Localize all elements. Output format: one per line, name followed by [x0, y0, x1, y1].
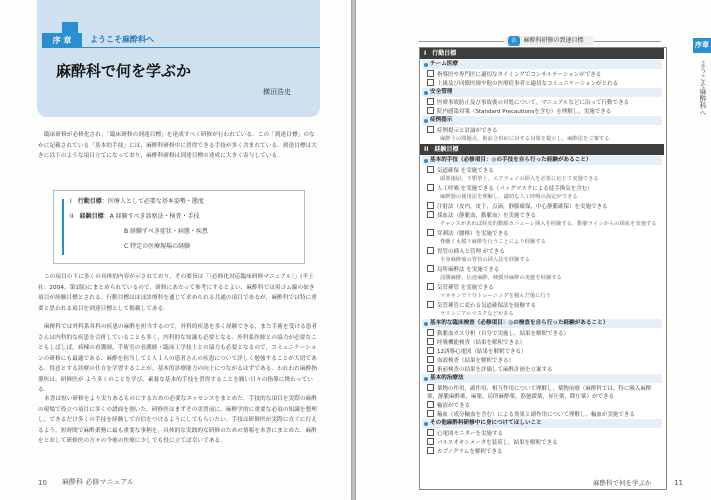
chapter-subtitle: ようこそ麻酔科へ — [90, 35, 154, 44]
section-header: I 行動目標 — [420, 48, 664, 59]
goal-row: C 特定の医療現場の経験 — [124, 243, 191, 250]
checklist-item — [427, 447, 661, 456]
checklist-item-text: 症例提示と討論ができる — [437, 128, 498, 134]
subsection-header: 症例提示 — [422, 116, 662, 125]
checkbox-icon[interactable] — [427, 70, 434, 77]
paragraph-3: 麻酔科では外科系各科の疾患の麻酔を担当するので，外科的疾患を多く経験できる，また手術を受ける患者さんは内科的な疾患を合併していることも多く，内科的な知識も必要となる．外科系医師との協力が必要なこともしばしば，病棟の看護師，手術室の看護師・臨床工学技士との協力も必要となるので，コミュニケーションの研修にも最適である．麻酔を担当して１人１人の患者さんの疾患について詳しく勉強することが大切である．得意とする診療の仕方を学習することが，基本的診療能力の向上につながるはずである．われわれ麻酔指導医は，研修医が よう多くのことを学び，素養な基本的手技を習得することを願い日々の指導に携わっている． — [38, 324, 318, 392]
subsection-header: 基本的手技（必修項目：◎の手技を自ら行った経験があること） — [422, 156, 662, 165]
checklist-item-text: 動脈血ガス分析（自分で実施し，結果を解釈できる） — [437, 331, 570, 337]
goal-row: II 経験目標：A 経験すべき診察法・検査・手技 — [70, 213, 200, 220]
checkbox-icon[interactable] — [427, 356, 434, 363]
chapter-side-tab-label: 序章 — [695, 41, 709, 49]
item-detail: 麻酔器の使用法を理解し，適切な人工呼吸の設定ができる — [440, 194, 578, 200]
checkbox-icon[interactable] — [427, 401, 434, 408]
checkbox-icon[interactable] — [427, 329, 434, 336]
item-detail: 浸潤麻酔，伝達麻酔，硬膜外麻酔の実施を経験する — [440, 275, 562, 281]
table-title — [504, 36, 594, 46]
checklist-item-text: 上級及び同僚医師や他の医療従事者と適切なコミュニケーションがとれる — [437, 81, 619, 87]
checkbox-icon[interactable] — [427, 166, 434, 173]
checklist-item-text: 心電図モニターを実施する — [437, 431, 504, 437]
page-number-right: 11 — [674, 479, 683, 487]
page-number-left: 10 — [38, 479, 47, 487]
checklist-item — [427, 301, 661, 310]
paragraph-4: 本書は短い研修をより実りあるものにするための必要なエッセンスをまとめた．手技的な項目を実際の麻酔の現場で役立つ項目に多くの譜面を割いた．研修医はまずその実習前に，麻酔学的に重要な必須の知識を整理し，できるだけ多くの手技を経験して自信をつけるようにしてもらいたい．手技は研修医が実際に直ぐに行えるよう，短時間で麻酔業務に最も重要な事柄を，具体的な実践的な研修のための情報を本書にまとめた．麻酔をとおして研修医の方々の今後の医療に少しでも役に立てば幸いである． — [38, 396, 318, 444]
item-detail: ラリンジアルマスクなどがある — [440, 311, 514, 317]
checkbox-icon[interactable] — [427, 184, 434, 191]
checklist-item-text: 院内感染対策（Standard Precautionsを含む）を理解し，実施できる — [437, 109, 612, 115]
checklist-item-text: 採血法（静脈血，動脈血）を実施できる — [437, 213, 537, 219]
chapter-label: 序 章 — [42, 33, 82, 48]
subsection-header: 安全管理 — [422, 88, 662, 97]
checkbox-icon[interactable] — [427, 410, 434, 417]
checklist-item — [427, 247, 661, 256]
checkbox-icon[interactable] — [427, 265, 434, 272]
checkbox-icon[interactable] — [427, 283, 434, 290]
checklist-item — [427, 126, 661, 135]
checklist-item — [427, 265, 661, 274]
checklist-item-text: 気道確保 を実施できる — [437, 168, 494, 174]
checklist-item — [427, 98, 661, 107]
checklist-item — [427, 338, 661, 347]
checklist-item — [427, 329, 661, 338]
checklist-item — [427, 384, 661, 400]
checklist-item-text: 局所麻酔法 を実施できる — [437, 267, 500, 273]
checklist-item-text: 人工呼吸 を実施できる（バッグマスクによる徒手換気を含む） — [437, 186, 593, 192]
chapter-header-box — [37, 0, 320, 117]
table-chip: 表 — [508, 36, 520, 46]
checklist-item — [427, 410, 661, 419]
checklist-item — [427, 283, 661, 292]
checklist-item-text: 穿刺法（腰椎）を実施できる — [437, 231, 509, 237]
subsection-header: 基本的治療法 — [422, 374, 662, 383]
checklist-item-text: 指導医や専門医に適切なタイミングでコンサルテーションができる — [437, 72, 602, 78]
subsection-header: チーム医療 — [422, 60, 662, 69]
checklist-item — [427, 229, 661, 238]
right-page — [356, 0, 711, 500]
subsection-header: その他麻酔科研修中に身につけてほしいこと — [422, 419, 662, 428]
table-title-text: 麻酔科研修の到達目標 — [523, 37, 584, 44]
item-detail: 麻酔上の問題点，術前合併症に対する対策を提示し，麻酔法を立案する — [440, 136, 610, 142]
item-detail: 頭部後屈，下顎挙上，エアウェイの挿入を必要に応じて実施できる — [440, 176, 599, 182]
checkbox-icon[interactable] — [427, 347, 434, 354]
checkbox-icon[interactable] — [427, 229, 434, 236]
item-detail: マネキンで十分トレーニングを積んだ後に行う — [440, 293, 552, 299]
left-page — [0, 0, 351, 500]
checklist-item-text: 術前検査の結果を評価して麻酔計画を立案する — [437, 367, 553, 373]
checklist-item — [427, 429, 661, 438]
checklist-item — [427, 202, 661, 211]
checklist-item-text: 薬物の作用，副作用，相互作用について理解し，薬物治療（麻酔科では，特に吸入麻酔薬，静脈麻酔薬，麻薬，局所麻酔薬，筋弛緩薬，昇圧薬，降圧薬）ができる — [427, 386, 652, 400]
checklist-item-text: 血液検査（結果を解釈できる） — [437, 358, 515, 364]
intro-paragraph: 臨床研修が必修化され，「臨床研修の到達目標」を達成すべく研修が行われている．この「到達目標」のなかに記載されている「基本的手技」には，麻酔科研修中に習得できる手技が多く含まれている．到達目標は大きに以下のような項目立てになっており，麻酔科研修は到達目標の達成に大きく寄与している． — [38, 132, 317, 159]
goal-row: B 経験すべき症状・病態・疾患 — [124, 228, 208, 235]
checklist-item — [427, 356, 661, 365]
chapter-rule — [82, 47, 320, 48]
checklist-item — [427, 166, 661, 175]
checkbox-icon[interactable] — [427, 247, 434, 254]
checkbox-icon[interactable] — [427, 98, 434, 105]
checkbox-icon[interactable] — [427, 429, 434, 436]
checklist-item-text: カプノグラムを解釈できる — [437, 449, 503, 455]
item-detail: 全身麻酔後の胃管の挿入法を経験する — [440, 257, 531, 263]
checkbox-icon[interactable] — [427, 79, 434, 86]
author-name: 横田浩史 — [263, 88, 291, 96]
checklist-item — [427, 211, 661, 220]
checklist-item — [427, 365, 661, 374]
checkbox-icon[interactable] — [427, 301, 434, 308]
checklist-item-text: 注射法（皮内，皮下，点滴，静脈確保，中心静脈確保）を実施できる — [437, 204, 608, 210]
footer-book-title: 麻酔科 必修マニュアル — [62, 478, 134, 486]
checklist-item — [427, 184, 661, 193]
subsection-header: 基本的な臨床検査（必修項目：◎の検査を自ら行った経験があること） — [422, 319, 662, 328]
checkbox-icon[interactable] — [427, 384, 434, 391]
checkbox-icon[interactable] — [427, 365, 434, 372]
checkbox-icon[interactable] — [427, 202, 434, 209]
checkbox-icon[interactable] — [427, 126, 434, 133]
goals-accent-bar — [62, 199, 64, 255]
checkbox-icon[interactable] — [427, 211, 434, 218]
checklist-item-text: 輸血（成分輸血を含む）による効果と副作用について理解し，輸血が実施できる — [437, 412, 635, 418]
checklist-item-text: 気管挿管 を実施できる — [437, 285, 494, 291]
checklist-item-text: 胃管の挿入と管理 ができる — [437, 249, 505, 255]
page-title: 麻酔科で何を学ぶか — [56, 62, 192, 80]
paragraph-2: この項目の下に多くの具体的内容が示されており，その要旨は「〔必修化対応臨床研修マニュアル〕」(羊土社：2004，第1版)にまとめられているので，研修にあたって参考にするとよい．麻酔科では黒ゴム線の如き項目が経験目標とされる．行動目標はほぼ診療科を通じて求められる共通の項目であるが，麻酔科では特に重要と思われる項目を到達目標として掲載してある． — [38, 274, 317, 312]
footer-chapter-title: 麻酔科で何を学ぶか — [593, 479, 652, 487]
checkbox-icon[interactable] — [427, 438, 434, 445]
goals-box — [53, 190, 305, 264]
checklist-item — [427, 347, 661, 356]
checklist-item — [427, 70, 661, 79]
checklist-item-text: パルスオキシメータを装着し，結果を解釈できる — [437, 440, 558, 446]
chapter-tab-corner — [62, 22, 78, 33]
checklist-item — [427, 79, 661, 88]
checkbox-icon[interactable] — [427, 107, 434, 114]
checklist-item-text: 12誘導心電図（結果を解釈できる） — [437, 349, 527, 355]
section-header: II 経験目標 — [420, 144, 664, 155]
checklist-item-text: 呼吸機能検査（結果を解釈できる） — [437, 340, 526, 346]
checklist-item-text: 輸液ができる — [437, 403, 471, 409]
checklist-item — [427, 401, 661, 410]
checklist-item-text: 医療事故防止及び事故後の対処について，マニュアルなどに沿って行動できる — [437, 100, 630, 106]
checkbox-icon[interactable] — [427, 447, 434, 454]
goal-row: I 行動目標：医療人として必要な基本姿勢・態度 — [70, 198, 204, 205]
item-detail: チャンスがあれば経皮的動脈カニューレ挿入を経験する．動脈ラインからの採血を実施する — [440, 221, 657, 227]
checklist-item — [427, 107, 661, 116]
checkbox-icon[interactable] — [427, 338, 434, 345]
item-detail: 脊髄くも膜下麻酔を行うことにより経験する — [440, 239, 546, 245]
checklist-item — [427, 438, 661, 447]
checklist-item-text: 気管挿管に変わる気道確保法を経験する — [437, 303, 537, 309]
chapter-vertical-label: ようこそ麻酔科へ — [699, 60, 707, 116]
